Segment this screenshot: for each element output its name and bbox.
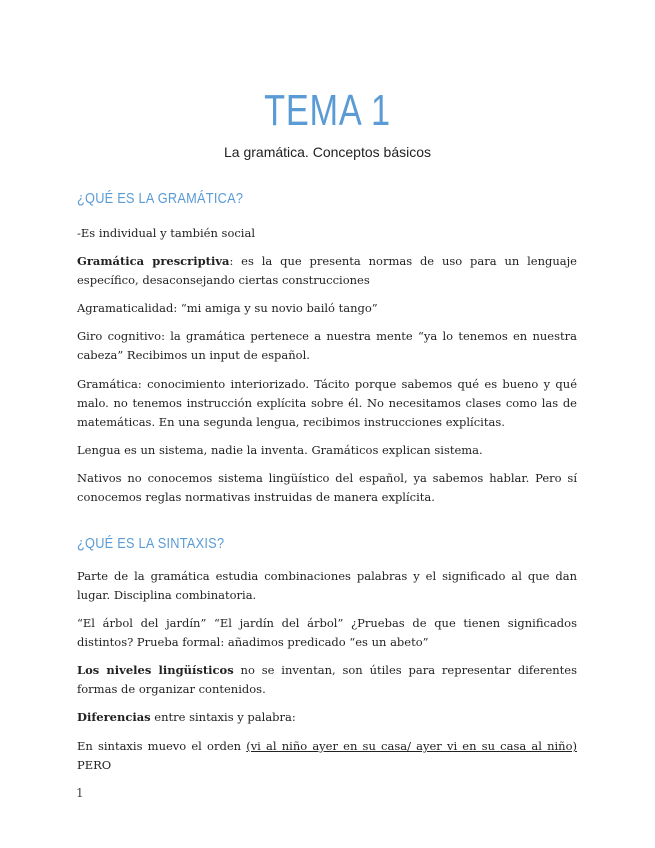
paragraph: Nativos no conocemos sistema lingüístico del español, ya sabemos hablar. Pero sí conocemos reglas normativas instruidas de manera explícita. [77,471,577,504]
paragraph: Lengua es un sistema, nadie la inventa. Gramáticos explican sistema. [77,443,483,457]
paragraph-text: En sintaxis muevo el orden [77,739,247,753]
page-subtitle: La gramática. Conceptos básicos [224,144,431,160]
paragraph [77,737,577,775]
paragraph-text: no se inventan, son útiles para representar diferentes formas de organizar contenidos. [77,663,577,696]
bold-term: Gramática prescriptiva [77,254,230,268]
paragraph-text: entre sintaxis y palabra: [150,710,296,724]
paragraph: Parte de la gramática estudia combinaciones palabras y el significado al que dan lugar. Disciplina combinatoria. [77,569,577,602]
paragraph [77,252,577,290]
paragraph-text: PERO [77,758,112,772]
paragraph [77,708,577,727]
paragraph: “El árbol del jardín” “El jardín del árbol” ¿Pruebas de que tienen significados distintos? Prueba formal: añadimos predicado “es un abeto” [77,616,577,649]
paragraph: Giro cognitivo: la gramática pertenece a nuestra mente “ya lo tenemos en nuestra cabeza” Recibimos un input de español. [77,329,577,362]
paragraph: Gramática: conocimiento interiorizado. Tácito porque sabemos qué es bueno y qué malo. no tenemos instrucción explícita sobre él. No necesitamos clases como las de matemáticas. En una segunda lengua, recibimos instrucciones explícitas. [77,377,577,429]
section-heading-sintaxis: ¿QUÉ ES LA SINTAXIS? [77,535,225,552]
underlined-example: (vi al niño ayer en su casa/ ayer vi en su casa al niño) [246,739,577,753]
section-heading-gramatica: ¿QUÉ ES LA GRAMÁTICA? [77,190,244,207]
paragraph: Agramaticalidad: “mi amiga y su novio bailó tango” [77,301,378,315]
paragraph-text: : es la que presenta normas de uso para un lenguaje específico, desaconsejando ciertas construcciones [77,254,577,287]
paragraph: -Es individual y también social [77,226,256,240]
page-number: 1 [76,786,84,800]
page-title: TEMA 1 [264,86,391,135]
bold-term: Diferencias [77,710,151,724]
paragraph [77,661,577,699]
bold-term: Los niveles lingüísticos [77,663,234,677]
